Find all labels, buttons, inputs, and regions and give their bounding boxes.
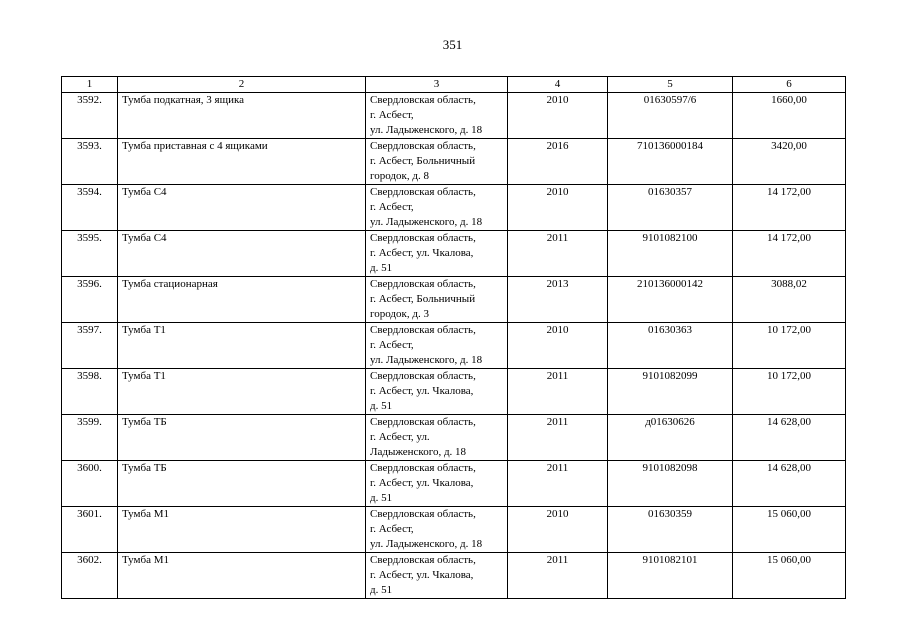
row-number-cell: 3595. xyxy=(62,231,118,277)
cost-cell: 3088,02 xyxy=(733,277,846,323)
table-body xyxy=(62,93,846,599)
year-cell: 2010 xyxy=(508,185,608,231)
item-name-cell: Тумба М1 xyxy=(118,553,366,599)
address-cell: Свердловская область, г. Асбест, Больничный городок, д. 8 xyxy=(366,139,508,185)
item-name-cell: Тумба Т1 xyxy=(118,369,366,415)
cost-cell: 14 628,00 xyxy=(733,461,846,507)
item-name-cell: Тумба ТБ xyxy=(118,415,366,461)
address-cell: Свердловская область, г. Асбест, ул. Ладыженского, д. 18 xyxy=(366,93,508,139)
inventory-number-cell: 01630363 xyxy=(608,323,733,369)
year-cell: 2011 xyxy=(508,231,608,277)
address-cell: Свердловская область, г. Асбест, ул. Ладыженского, д. 18 xyxy=(366,415,508,461)
inventory-number-cell: 01630357 xyxy=(608,185,733,231)
table-row xyxy=(62,185,846,231)
row-number-cell: 3597. xyxy=(62,323,118,369)
item-name-cell: Тумба стационарная xyxy=(118,277,366,323)
address-cell: Свердловская область, г. Асбест, ул. Чкалова, д. 51 xyxy=(366,553,508,599)
year-cell: 2016 xyxy=(508,139,608,185)
cost-cell: 14 628,00 xyxy=(733,415,846,461)
inventory-number-cell: 01630359 xyxy=(608,507,733,553)
inventory-number-cell: 01630597/6 xyxy=(608,93,733,139)
year-cell: 2011 xyxy=(508,369,608,415)
address-cell: Свердловская область, г. Асбест, ул. Чкалова, д. 51 xyxy=(366,231,508,277)
inventory-number-cell: 210136000142 xyxy=(608,277,733,323)
year-cell: 2011 xyxy=(508,415,608,461)
inventory-number-cell: 9101082100 xyxy=(608,231,733,277)
table-row xyxy=(62,507,846,553)
row-number-cell: 3600. xyxy=(62,461,118,507)
row-number-cell: 3593. xyxy=(62,139,118,185)
item-name-cell: Тумба приставная с 4 ящиками xyxy=(118,139,366,185)
column-header-4: 4 xyxy=(508,77,608,93)
item-name-cell: Тумба Т1 xyxy=(118,323,366,369)
cost-cell: 15 060,00 xyxy=(733,507,846,553)
column-header-2: 2 xyxy=(118,77,366,93)
cost-cell: 3420,00 xyxy=(733,139,846,185)
column-header-1: 1 xyxy=(62,77,118,93)
page-number: 351 xyxy=(442,37,463,52)
table-row xyxy=(62,553,846,599)
address-cell: Свердловская область, г. Асбест, ул. Чкалова, д. 51 xyxy=(366,369,508,415)
year-cell: 2011 xyxy=(508,553,608,599)
property-registry-table xyxy=(61,76,846,599)
table-row xyxy=(62,231,846,277)
cost-cell: 10 172,00 xyxy=(733,369,846,415)
row-number-cell: 3596. xyxy=(62,277,118,323)
table-header xyxy=(62,77,846,93)
row-number-cell: 3592. xyxy=(62,93,118,139)
column-header-6: 6 xyxy=(733,77,846,93)
inventory-number-cell: 9101082101 xyxy=(608,553,733,599)
table-row xyxy=(62,415,846,461)
table-row xyxy=(62,93,846,139)
item-name-cell: Тумба С4 xyxy=(118,231,366,277)
column-header-3: 3 xyxy=(366,77,508,93)
address-cell: Свердловская область, г. Асбест, Больничный городок, д. 3 xyxy=(366,277,508,323)
item-name-cell: Тумба ТБ xyxy=(118,461,366,507)
item-name-cell: Тумба подкатная, 3 ящика xyxy=(118,93,366,139)
table-row xyxy=(62,369,846,415)
inventory-number-cell: 9101082099 xyxy=(608,369,733,415)
year-cell: 2010 xyxy=(508,323,608,369)
item-name-cell: Тумба М1 xyxy=(118,507,366,553)
cost-cell: 1660,00 xyxy=(733,93,846,139)
row-number-cell: 3602. xyxy=(62,553,118,599)
header-row xyxy=(62,77,846,93)
address-cell: Свердловская область, г. Асбест, ул. Ладыженского, д. 18 xyxy=(366,323,508,369)
table-row xyxy=(62,277,846,323)
row-number-cell: 3598. xyxy=(62,369,118,415)
table-row xyxy=(62,323,846,369)
year-cell: 2010 xyxy=(508,507,608,553)
row-number-cell: 3594. xyxy=(62,185,118,231)
column-header-5: 5 xyxy=(608,77,733,93)
year-cell: 2011 xyxy=(508,461,608,507)
address-cell: Свердловская область, г. Асбест, ул. Ладыженского, д. 18 xyxy=(366,185,508,231)
inventory-number-cell: д01630626 xyxy=(608,415,733,461)
table-row xyxy=(62,139,846,185)
cost-cell: 14 172,00 xyxy=(733,185,846,231)
address-cell: Свердловская область, г. Асбест, ул. Чкалова, д. 51 xyxy=(366,461,508,507)
row-number-cell: 3599. xyxy=(62,415,118,461)
inventory-number-cell: 9101082098 xyxy=(608,461,733,507)
cost-cell: 15 060,00 xyxy=(733,553,846,599)
inventory-number-cell: 710136000184 xyxy=(608,139,733,185)
year-cell: 2010 xyxy=(508,93,608,139)
year-cell: 2013 xyxy=(508,277,608,323)
item-name-cell: Тумба С4 xyxy=(118,185,366,231)
row-number-cell: 3601. xyxy=(62,507,118,553)
table-row xyxy=(62,461,846,507)
address-cell: Свердловская область, г. Асбест, ул. Ладыженского, д. 18 xyxy=(366,507,508,553)
cost-cell: 10 172,00 xyxy=(733,323,846,369)
cost-cell: 14 172,00 xyxy=(733,231,846,277)
